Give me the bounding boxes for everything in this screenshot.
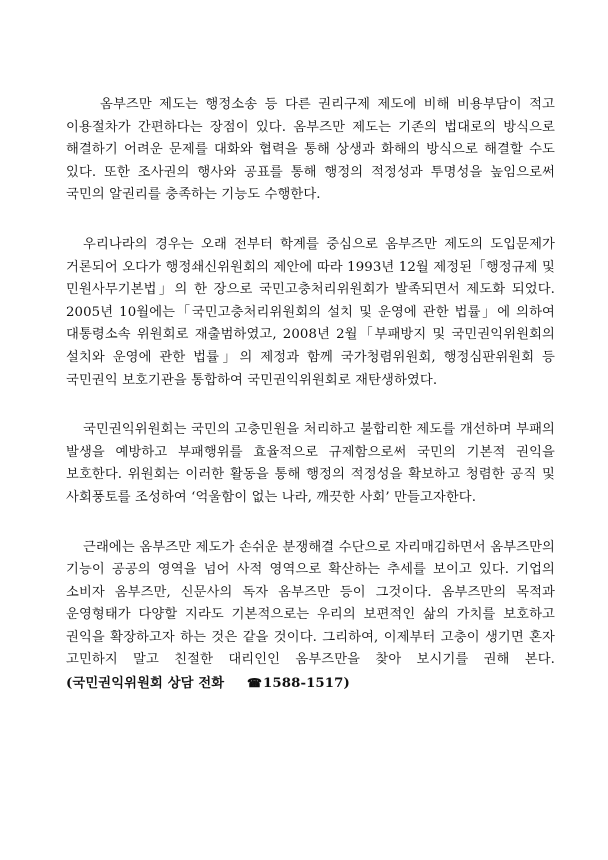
phone-icon: ☎ [246, 676, 263, 691]
contact-prefix: (국민권익위원회 상담 전화 [66, 676, 225, 692]
paragraph-gap [66, 392, 555, 419]
paragraph-recent-trends [66, 537, 555, 696]
paragraph-commission-role: 국민권익위원회는 국민의 고충민원을 처리하고 불합리한 제도를 개선하며 부패의 발생을 예방하고 부패행위를 효율적으로 규제함으로써 국민의 기본적 권익을 보호한다. 위원회는 이러한 활동을 통해 행정의 적정성을 확보하고 청렴한 공직 및 사회풍토를 조성하여 ‘억울함이 없는 나라, 깨끗한 사회’ 만들고자한다. [66, 422, 555, 505]
paragraph-ombudsman-advantages: 옴부즈만 제도는 행정소송 등 다른 권리구제 제도에 비해 비용부담이 적고 이용절차가 간편하다는 장점이 있다. 옴부즈만 제도는 기존의 법대로의 방식으로 해결하기 어려운 문제를 대화와 협력을 통해 상생과 화해의 방식으로 해결할 수도 있다. 또한 조사권의 행사와 공표를 통해 행정의 적정성과 투명성을 높임으로써 국민의 알권리를 충족하는 기능도 수행한다. [66, 97, 555, 203]
paragraph-gap [66, 510, 555, 537]
paragraph-korea-history: 우리나라의 경우는 오래 전부터 학계를 중심으로 옴부즈만 제도의 도입문제가 거론되어 오다가 행정쇄신위원회의 제안에 따라 1993년 12월 제정된「행정규제 및 민원사무기본법」의 한 장으로 국민고충처리위원회가 발족되면서 제도화 되었다. 2005년 10월에는「국민고충처리위원회의 설치 및 운영에 관한 법률」에 의하여 대통령소속 위원회로 재출범하였고, 2008년 2월「부패방지 및 국민권익위원회의 설치와 운영에 관한 법률」의 제정과 함께 국가청렴위원회, 행정심판위원회 등 국민권익 보호기관을 통합하여 국민권익위원회로 재탄생하였다. [66, 236, 555, 388]
document-body [66, 94, 555, 696]
paragraph-recent-trends-text: 근래에는 옴부즈만 제도가 손쉬운 분쟁해결 수단으로 자리매김하면서 옴부즈만의 기능이 공공의 영역을 넘어 사적 영역으로 확산하는 추세를 보이고 있다. 기업의 소비자 옴부즈만, 신문사의 독자 옴부즈만 등이 그것이다. 옴부즈만의 목적과 운영형태가 다양할 지라도 기본적으로는 우리의 보편적인 삶의 가치를 보호하고 권익을 확장하고자 하는 것은 같을 것이다. 그리하여, 이제부터 고충이 생기면 혼자 고민하지 말고 친절한 대리인인 옴부즈만을 찾아 보시기를 권해 본다. [66, 539, 555, 668]
contact-number: 1588-1517) [263, 676, 350, 692]
paragraph-gap [66, 207, 555, 234]
contact-line [66, 676, 350, 691]
